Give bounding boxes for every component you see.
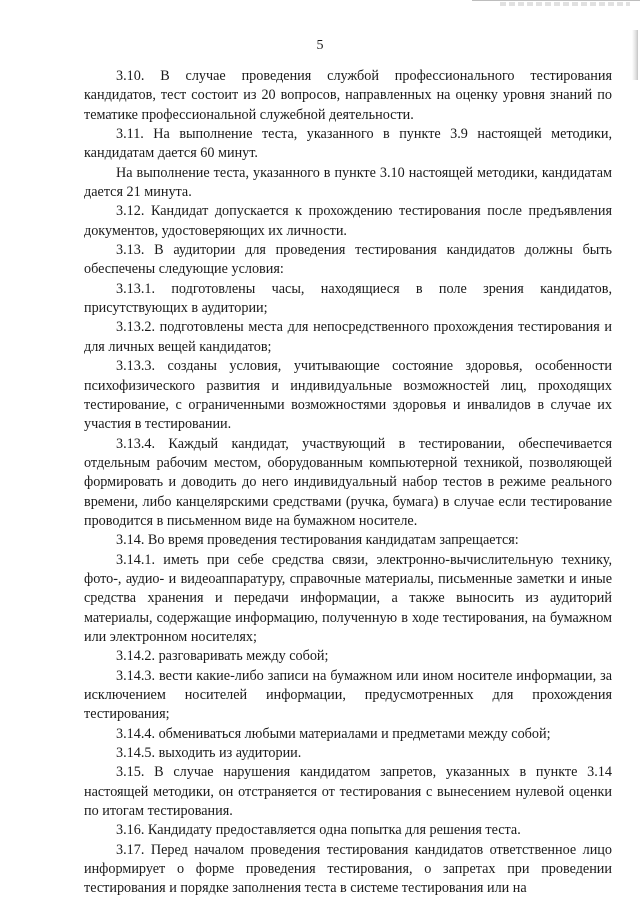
scan-artifact-top [472,0,640,11]
paragraph-3-15: 3.15. В случае нарушения кандидатом запретов, указанных в пункте 3.14 настоящей методики, он отстраняется от тестирования с вынесением нулевой оценки по итогам тестирования. [84,764,612,820]
paragraph-3-13-1: 3.13.1. подготовлены часы, находящиеся в поле зрения кандидатов, присутствующих в аудитории; [84,280,612,317]
paragraph-3-13-2: 3.13.2. подготовлены места для непосредственного прохождения тестирования и для личных вещей кандидатов; [84,319,612,355]
paragraph-3-14-1: 3.14.1. иметь при себе средства связи, электронно-вычислительную технику, фото-, аудио- и видеоаппаратуру, справочные материалы, письменные заметки и иные средства хранения и передачи информации, а также выносить из аудиторий материалы, содержащие информацию, полученную в ходе тестирования, на бумажном или электронном носителях; [84,551,612,645]
page-number: 5 [316,38,324,53]
paragraph-3-13: 3.13. В аудитории для проведения тестирования кандидатов должны быть обеспечены следующие условия: [84,242,612,278]
paragraph-3-14-4: 3.14.4. обмениваться любыми материалами и предметами между собой; [116,725,551,742]
paragraph-3-16: 3.16. Кандидату предоставляется одна попытка для решения теста. [116,822,521,839]
paragraph-3-14-3: 3.14.3. вести какие-либо записи на бумажном или ином носителе информации, за исключением носителей информации, предусмотренных для прохождения тестирования; [84,667,612,723]
paragraph-3-14-5: 3.14.5. выходить из аудитории. [116,745,302,762]
document-body [84,67,612,899]
paragraph-3-13-4: 3.13.4. Каждый кандидат, участвующий в тестировании, обеспечивается отдельным рабочим местом, оборудованным компьютерной техникой, позволяющей формировать и доводить до него индивидуальный набор тестов в режиме реального времени, либо канцелярскими средствами (ручка, бумага) в случае если тестирование проводится в письменном виде на бумажном носителе. [84,435,612,529]
paragraph-3-13-3: 3.13.3. созданы условия, учитывающие состояние здоровья, особенности психофизического развития и индивидуальные возможностей лиц, проходящих тестирование, с ограниченными возможностями здоровья и инвалидов в случае их участия в тестировании. [84,358,612,433]
paragraph-3-12: 3.12. Кандидат допускается к прохождению тестирования после предъявления документов, удостоверяющих их личности. [84,203,612,239]
paragraph-3-10: 3.10. В случае проведения службой профессионального тестирования кандидатов, тест состоит из 20 вопросов, направленных на оценку уровня знаний по тематике профессиональной служебной деятельности. [84,68,612,123]
paragraph-3-14-2: 3.14.2. разговаривать между собой; [116,648,329,665]
paragraph-3-14: 3.14. Во время проведения тестирования кандидатам запрещается: [116,532,519,549]
paragraph-3-11: 3.11. На выполнение теста, указанного в пункте 3.9 настоящей методики, кандидатам дается 60 минут. [84,126,612,162]
paragraph-3-11-note: На выполнение теста, указанного в пункте 3.10 настоящей методики, кандидатам дается 21 минута. [84,164,612,201]
paragraph-3-17: 3.17. Перед началом проведения тестирования кандидатов ответственное лицо информирует о форме проведения тестирования, о запретах при проведении тестирования и порядке заполнения теста в системе тестирования или на [84,841,612,897]
